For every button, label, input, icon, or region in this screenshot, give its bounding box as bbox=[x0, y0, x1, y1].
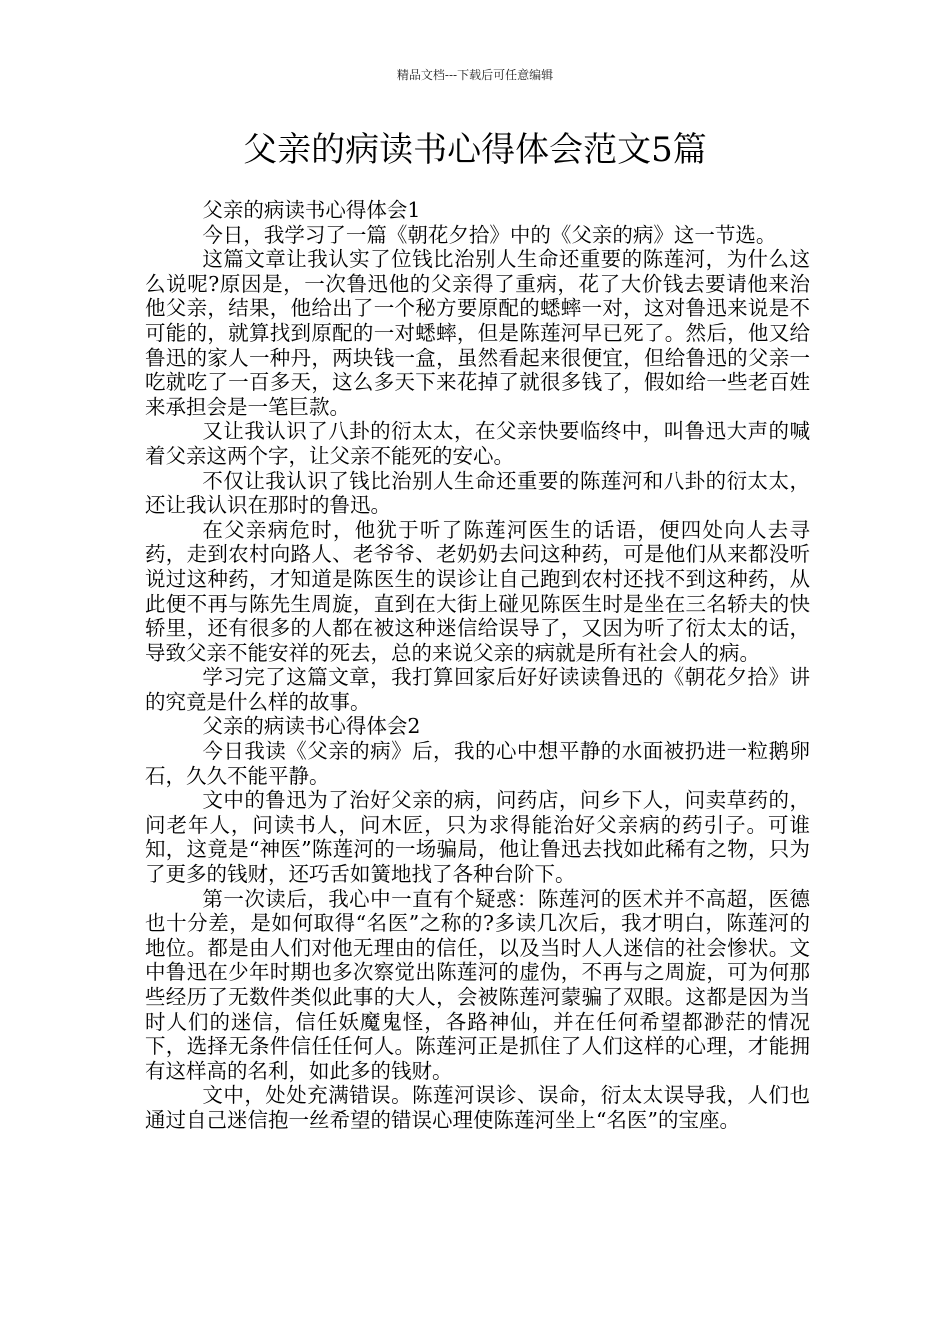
paragraph: 今日我读《父亲的病》后，我的心中想平静的水面被扔进一粒鹅卵石，久久不能平静。 bbox=[145, 739, 810, 788]
paragraph: 文中的鲁迅为了治好父亲的病，问药店，问乡下人，问卖草药的，问老年人，问读书人，问木匠，只为求得能治好父亲病的药引子。可谁知，这竟是“神医”陈莲河的一场骗局，他让鲁迅去找如此稀有之物，只为了更多的钱财，还巧舌如簧地找了各种台阶下。 bbox=[145, 788, 810, 887]
document-body bbox=[145, 198, 810, 1133]
paragraph: 今日，我学习了一篇《朝花夕拾》中的《父亲的病》这一节选。 bbox=[202, 222, 777, 247]
page-header: 精品文档---下载后可任意编辑 bbox=[396, 68, 554, 82]
paragraph: 不仅让我认识了钱比治别人生命还重要的陈莲河和八卦的衍太太，还让我认识在那时的鲁迅。 bbox=[145, 468, 810, 518]
paragraph: 在父亲病危时，他犹于听了陈莲河医生的话语，便四处向人去寻药，走到农村向路人、老爷爷、老奶奶去问这种药，可是他们从来都没听说过这种药，才知道是陈医生的误诊让自己跑到农村还找不到这种药，从此便不再与陈先生周旋，直到在大街上碰见陈医生时是坐在三名轿夫的快轿里，还有很多的人都在被这种迷信给误导了，又因为听了衍太太的话，导致父亲不能安祥的死去，总的来说父亲的病就是所有社会人的病。 bbox=[145, 517, 810, 665]
paragraph: 又让我认识了八卦的衍太太，在父亲快要临终中，叫鲁迅大声的喊着父亲这两个字，让父亲不能死的安心。 bbox=[145, 419, 810, 468]
document-title: 父亲的病读书心得体会范文5篇 bbox=[243, 130, 707, 170]
paragraph: 文中，处处充满错误。陈莲河误诊、误命，衍太太误导我，人们也通过自己迷信抱一丝希望的错误心理使陈莲河坐上“名医”的宝座。 bbox=[145, 1083, 810, 1132]
paragraph: 这篇文章让我认实了位钱比治别人生命还重要的陈莲河，为什么这么说呢?原因是，一次鲁迅他的父亲得了重病，花了大价钱去要请他来治他父亲，结果，他给出了一个秘方要原配的蟋蟀一对，这对鲁迅来说是不可能的，就算找到原配的一对蟋蟀，但是陈莲河早已死了。然后，他又给鲁迅的家人一种丹，两块钱一盒，虽然看起来很便宜，但给鲁迅的父亲一吃就吃了一百多天，这么多天下来花掉了就很多钱了，假如给一些老百姓来承担会是一笔巨款。 bbox=[145, 247, 810, 419]
paragraph: 第一次读后，我心中一直有个疑惑：陈莲河的医术并不高超，医德也十分差，是如何取得“名医”之称的?多读几次后，我才明白，陈莲河的地位。都是由人们对他无理由的信任，以及当时人人迷信的社会惨状。文中鲁迅在少年时期也多次察觉出陈莲河的虚伪，不再与之周旋，可为何那些经历了无数件类似此事的大人，会被陈莲河蒙骗了双眼。这都是因为当时人们的迷信，信任妖魔鬼怪，各路神仙，并在任何希望都渺茫的情况下，选择无条件信任任何人。陈莲河正是抓住了人们这样的心理，才能拥有这样高的名利，如此多的钱财。 bbox=[145, 886, 810, 1083]
paragraph: 学习完了这篇文章，我打算回家后好好读读鲁迅的《朝花夕拾》讲的究竟是什么样的故事。 bbox=[145, 665, 810, 714]
section-heading: 父亲的病读书心得体会2 bbox=[202, 714, 421, 739]
section-heading: 父亲的病读书心得体会1 bbox=[202, 198, 421, 222]
